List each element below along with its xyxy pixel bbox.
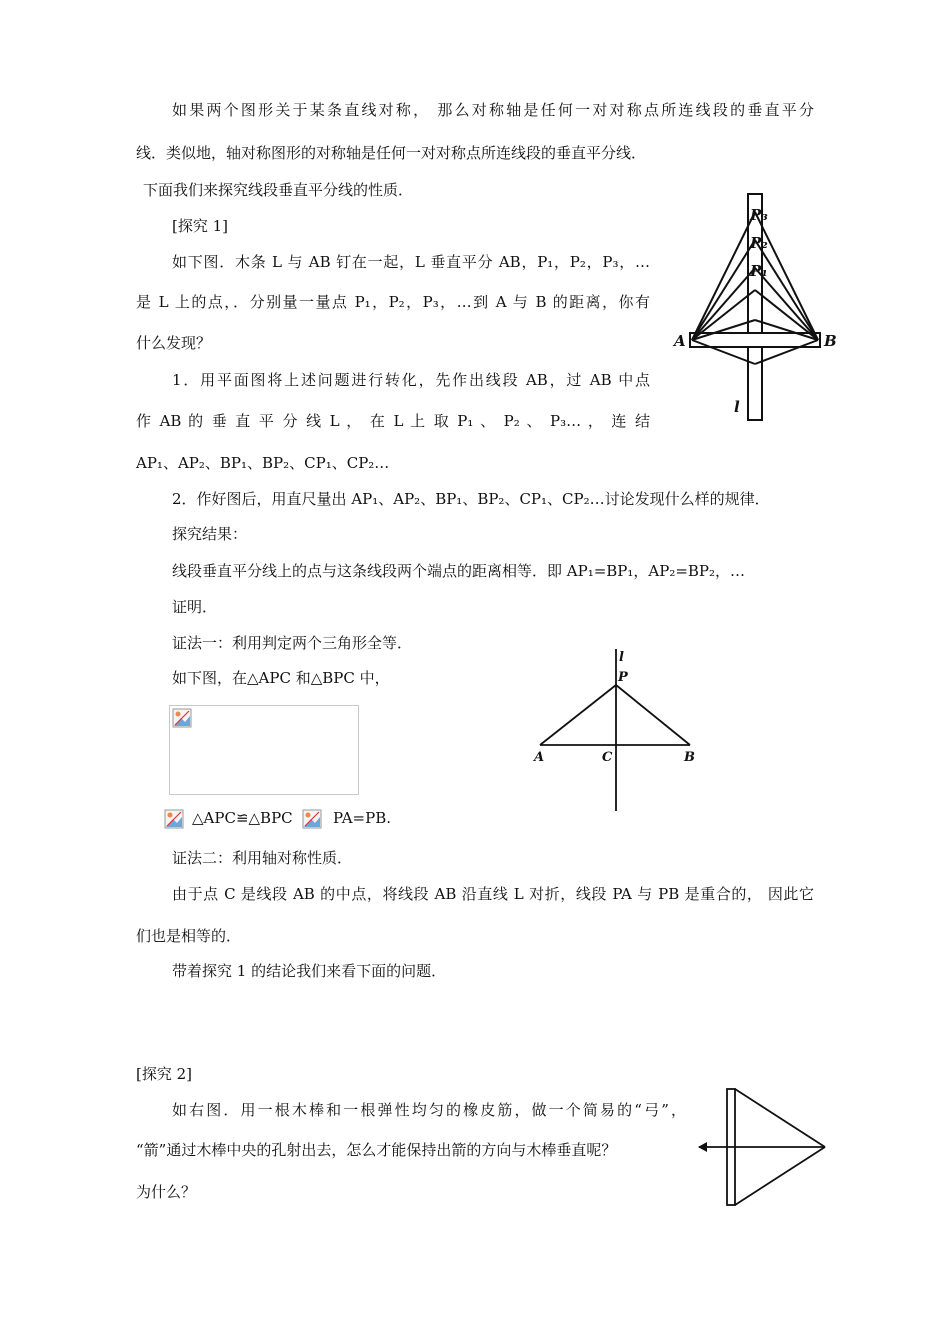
arrow-head-icon <box>698 1142 707 1152</box>
q1-line-2: 是 L 上的点，．分别量一量点 P₁，P₂，P₃，…到 A 与 B 的距离，你有 <box>136 293 650 311</box>
congruent-statement: △APC≌△BPC <box>192 809 293 827</box>
figure-bow-arrow <box>695 1085 835 1210</box>
fig1-label-p1: P₁ <box>750 262 768 280</box>
fig1-label-p2: P₂ <box>750 234 768 252</box>
step1-line-3: AP₁、AP₂、BP₁、BP₂、CP₁、CP₂… <box>136 454 390 472</box>
method-2-line-1: 由于点 C 是线段 AB 的中点，将线段 AB 沿直线 L 对折，线段 PA 与 PB 是重合的， 因此它 <box>172 885 814 903</box>
figure-triangle-apb <box>528 645 708 815</box>
fig2-label-c: C <box>602 750 613 765</box>
pa-equals-pb: PA=PB. <box>333 809 392 827</box>
broken-image-icon <box>302 809 322 829</box>
fig1-label-l: l <box>734 398 740 416</box>
transition-line: 带着探究 1 的结论我们来看下面的问题． <box>172 962 447 980</box>
broken-image-icon <box>164 809 184 829</box>
explore-2-heading: [探究 2] <box>136 1065 193 1083</box>
q1-line-3: 什么发现？ <box>136 334 212 352</box>
fig2-label-l: l <box>619 650 624 665</box>
explore-1-heading: [探究 1] <box>172 217 229 235</box>
intro-line-1: 如果两个图形关于某条直线对称， 那么对称轴是任何一对对称点所连线段的垂直平分 <box>172 101 814 119</box>
intro-line-3: 下面我们来探究线段垂直平分线的性质． <box>143 181 414 199</box>
result-title: 探究结果： <box>172 525 248 543</box>
proof-heading: 证明． <box>172 598 218 616</box>
q2-line-2: “箭”通过木棒中央的孔射出去，怎么才能保持出箭的方向与木棒垂直呢？ <box>136 1141 617 1159</box>
method-1: 证法一：利用判定两个三角形全等． <box>172 634 413 652</box>
broken-image-icon <box>172 708 192 728</box>
step1-line-1: 1．用平面图将上述问题进行转化，先作出线段 AB，过 AB 中点 <box>172 371 650 389</box>
fig1-label-a: A <box>674 332 686 350</box>
step1-line-2: 作 AB 的 垂 直 平 分 线 L ， 在 L 上 取 P₁ 、 P₂ 、 P₃… ， 连 结 <box>136 412 650 430</box>
method-2-line-2: 们也是相等的． <box>136 927 242 945</box>
q2-line-1: 如右图．用一根木棒和一根弹性均匀的橡皮筋，做一个简易的“弓”， <box>172 1101 686 1119</box>
fig1-label-p3: P₃ <box>750 206 768 224</box>
fig2-label-b: B <box>684 750 695 765</box>
step2: 2．作好图后，用直尺量出 AP₁、AP₂、BP₁、BP₂、CP₁、CP₂…讨论发现什么样的规律． <box>172 490 770 508</box>
figure-wooden-strips <box>668 190 848 430</box>
intro-line-2: 线．类似地，轴对称图形的对称轴是任何一对对称点所连线段的垂直平分线． <box>136 144 647 162</box>
method-1-figure-ref: 如下图，在△APC 和△BPC 中， <box>172 669 390 687</box>
image-placeholder <box>169 705 359 795</box>
result-text: 线段垂直平分线上的点与这条线段两个端点的距离相等．即 AP₁=BP₁，AP₂=BP₂，… <box>172 562 746 580</box>
fig1-label-b: B <box>824 332 837 350</box>
method-2: 证法二：利用轴对称性质． <box>172 849 353 867</box>
fig2-label-a: A <box>534 750 545 765</box>
fig2-label-p: P <box>618 670 628 685</box>
q2-line-3: 为什么？ <box>136 1183 197 1201</box>
q1-line-1: 如下图．木条 L 与 AB 钉在一起，L 垂直平分 AB，P₁，P₂，P₃，… <box>172 253 650 271</box>
